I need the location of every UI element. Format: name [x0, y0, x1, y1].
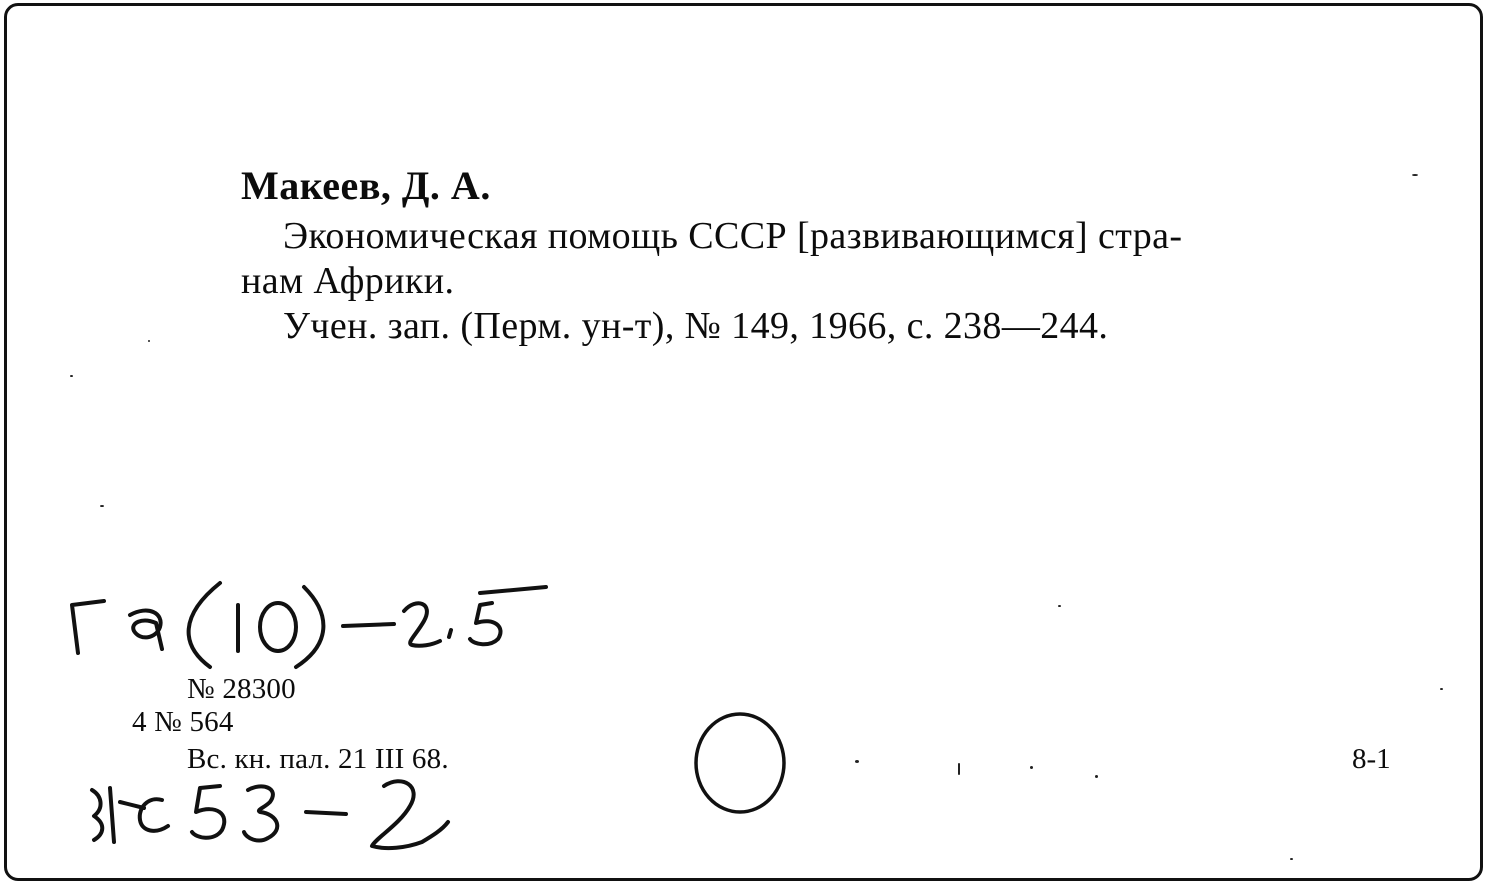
- title-line-1: Экономическая помощь СССР [развивающимся] стра-: [283, 215, 1183, 257]
- scan-speck: [100, 505, 104, 507]
- stamp-circle: [690, 708, 790, 818]
- scan-speck: [958, 763, 960, 775]
- card-code: 8-1: [1352, 743, 1391, 775]
- author-heading: Макеев, Д. А.: [241, 163, 491, 208]
- scan-speck: [70, 375, 73, 377]
- handwritten-classification: [60, 575, 550, 670]
- scan-speck: [1440, 688, 1443, 690]
- scan-speck: [148, 340, 150, 342]
- scan-speck: [1058, 605, 1061, 607]
- scan-speck: [1030, 766, 1033, 769]
- scan-speck: [1412, 174, 1418, 176]
- title-line-2: нам Африки.: [241, 260, 455, 302]
- scan-speck: [1290, 858, 1293, 860]
- handwritten-shelf-mark: [80, 772, 460, 862]
- entry-number: 4 № 564: [132, 706, 234, 738]
- inventory-number: № 28300: [187, 673, 296, 705]
- scan-speck: [1095, 775, 1098, 778]
- printed-note: Вс. кн. пал. 21 III 68.: [187, 743, 449, 775]
- scan-speck: [855, 760, 859, 763]
- source-citation: Учен. зап. (Перм. ун-т), № 149, 1966, с. 238—244.: [283, 305, 1109, 347]
